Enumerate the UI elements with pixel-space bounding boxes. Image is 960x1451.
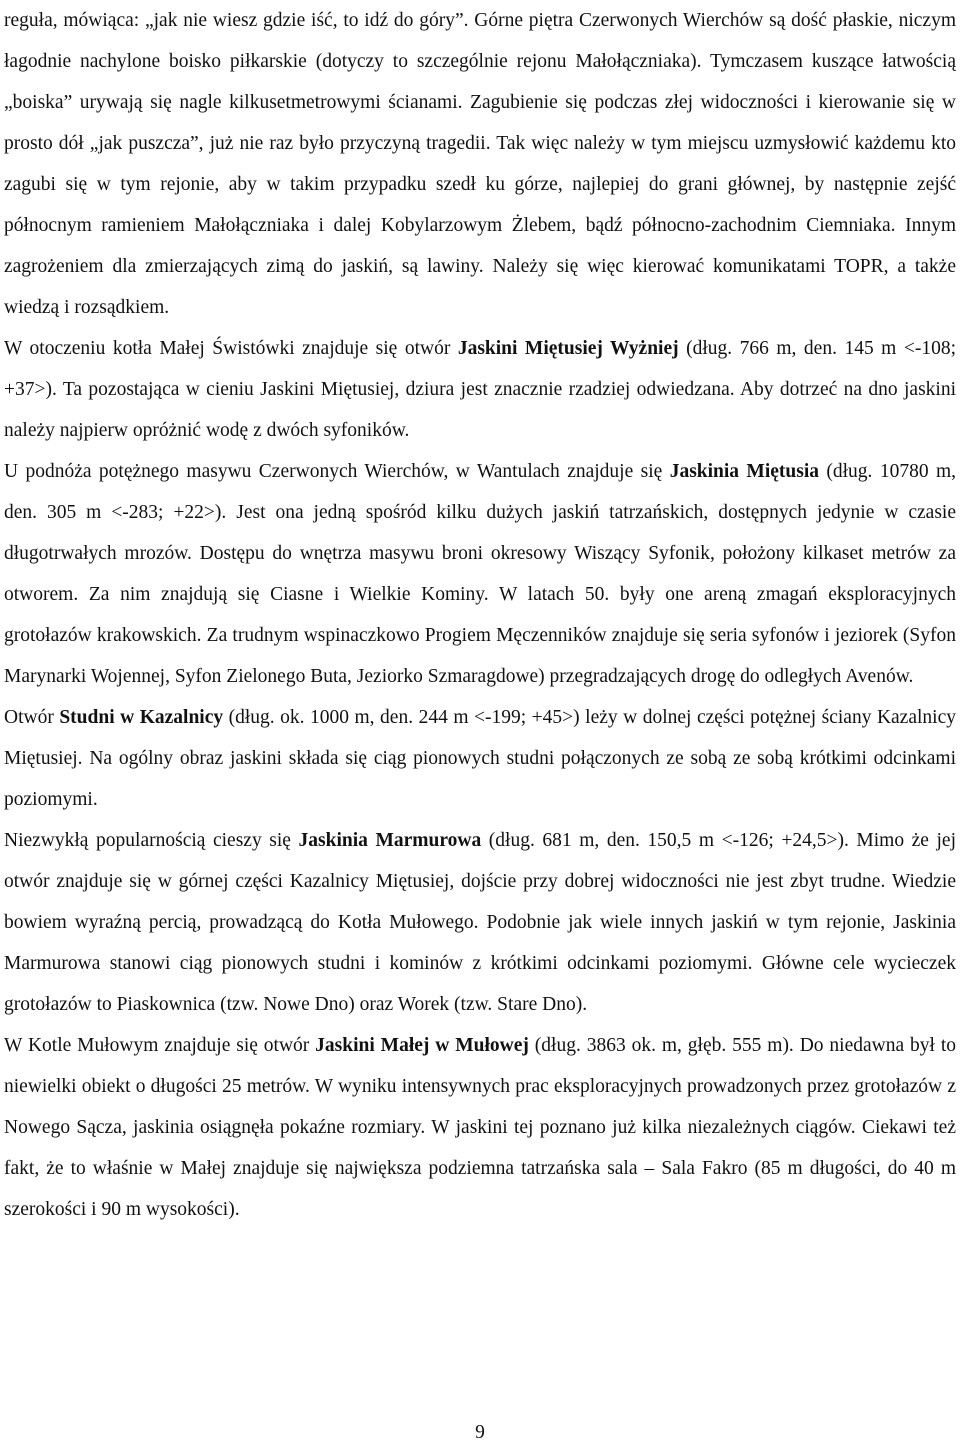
paragraph-text: W Kotle Mułowym znajduje się otwór <box>4 1035 316 1056</box>
cave-name: Jaskini Miętusiej Wyżniej <box>457 338 679 359</box>
paragraph-text: (dług. 681 m, den. 150,5 m <-126; +24,5>). Mimo że jej otwór znajduje się w górnej części Kazalnicy Miętusiej, dojście przy dobrej widoczności nie jest zbyt trudne. Wiedzie bowiem wyraźną percią, prowadzącą do Kotła Mułowego. Podobnie jak wiele innych jaskiń w tym rejonie, Jaskinia Marmurowa stanowi ciąg pionowych studni i kominów z krótkimi odcinkami poziomymi. Główne cele wycieczek grotołazów to Piaskownica (tzw. Nowe Dno) oraz Worek (tzw. Stare Dno). <box>4 830 956 1015</box>
cave-name: Jaskini Małej w Mułowej <box>315 1035 529 1056</box>
cave-name: Jaskinia Miętusia <box>669 461 820 482</box>
document-page <box>4 0 956 1230</box>
paragraph-jaskinia-mietusia-wyzna <box>4 328 956 451</box>
paragraph-text: (dług. 3863 ok. m, głęb. 555 m). Do niedawna był to niewielki obiekt o długości 25 metrów. W wyniku intensywnych prac eksploracyjnych prowadzonych przez grotołazów z Nowego Sącza, jaskinia osiągnęła pokaźne rozmiary. W jaskini tej poznano już kilka niezależnych ciągów. Ciekawi też fakt, że to właśnie w Małej znajduje się największa podziemna tatrzańska sala – Sala Fakro (85 m długości, do 40 m szerokości i 90 m wysokości). <box>4 1035 956 1220</box>
paragraph-text: Niezwykłą popularnością cieszy się <box>4 830 299 851</box>
cave-name: Jaskinia Marmurowa <box>298 830 482 851</box>
page-number: 9 <box>475 1422 485 1443</box>
paragraph-jaskinia-mala-w-mulowej <box>4 1025 956 1230</box>
paragraph-text: Otwór <box>4 707 60 728</box>
paragraph-text: (dług. 10780 m, den. 305 m <-283; +22>). Jest ona jedną spośród kilku dużych jaskiń tatrzańskich, dostępnych jedynie w czasie długotrwałych mrozów. Dostępu do wnętrza masywu broni okresowy Wiszący Syfonik, położony kilkaset metrów za otworem. Za nim znajdują się Ciasne i Wielkie Kominy. W latach 50. były one areną zmagań eksploracyjnych grotołazów krakowskich. Za trudnym wspinaczkowo Progiem Męczenników znajduje się seria syfonów i jeziorek (Syfon Marynarki Wojennej, Syfon Zielonego Buta, Jeziorko Szmaragdowe) przegradzających drogę do odległych Avenów. <box>4 461 956 687</box>
paragraph-studnia-w-kazalnicy <box>4 697 956 820</box>
paragraph-text: U podnóża potężnego masywu Czerwonych Wierchów, w Wantulach znajduje się <box>4 461 670 482</box>
cave-name: Studni w Kazalnicy <box>59 707 224 728</box>
paragraph-text: (dług. ok. 1000 m, den. 244 m <-199; +45>) leży w dolnej części potężnej ściany Kazalnicy Miętusiej. Na ogólny obraz jaskini składa się ciąg pionowych studni połączonych ze sobą ze sobą krótkimi odcinkami poziomymi. <box>4 707 956 810</box>
paragraph-czerwone-wierchy: reguła, mówiąca: „jak nie wiesz gdzie iść, to idź do góry”. Górne piętra Czerwonych Wierchów są dość płaskie, niczym łagodnie nachylone boisko piłkarskie (dotyczy to szczególnie rejonu Małołączniaka). Tymczasem kuszące łatwością „boiska” urywają się nagle kilkusetmetrowymi ścianami. Zagubienie się podczas złej widoczności i kierowanie się w prosto dół „jak puszcza”, już nie raz było przyczyną tragedii. Tak więc należy w tym miejscu uzmysłowić każdemu kto zagubi się w tym rejonie, aby w takim przypadku szedł ku górze, najlepiej do grani głównej, by następnie zejść północnym ramieniem Małołączniaka i dalej Kobylarzowym Żlebem, bądź północno-zachodnim Ciemniaka. Innym zagrożeniem dla zmierzających zimą do jaskiń, są lawiny. Należy się więc kierować komunikatami TOPR, a także wiedzą i rozsądkiem. <box>4 10 956 318</box>
paragraph-jaskinia-mietusia <box>4 451 956 697</box>
paragraph-text: W otoczeniu kotła Małej Świstówki znajduje się otwór <box>4 338 458 359</box>
paragraph-text: (dług. 766 m, den. 145 m <-108; +37>). Ta pozostająca w cieniu Jaskini Miętusiej, dziura jest znacznie rzadziej odwiedzana. Aby dotrzeć na dno jaskini należy najpierw opróżnić wodę z dwóch syfoników. <box>4 338 956 441</box>
paragraph-jaskinia-marmurowa <box>4 820 956 1025</box>
